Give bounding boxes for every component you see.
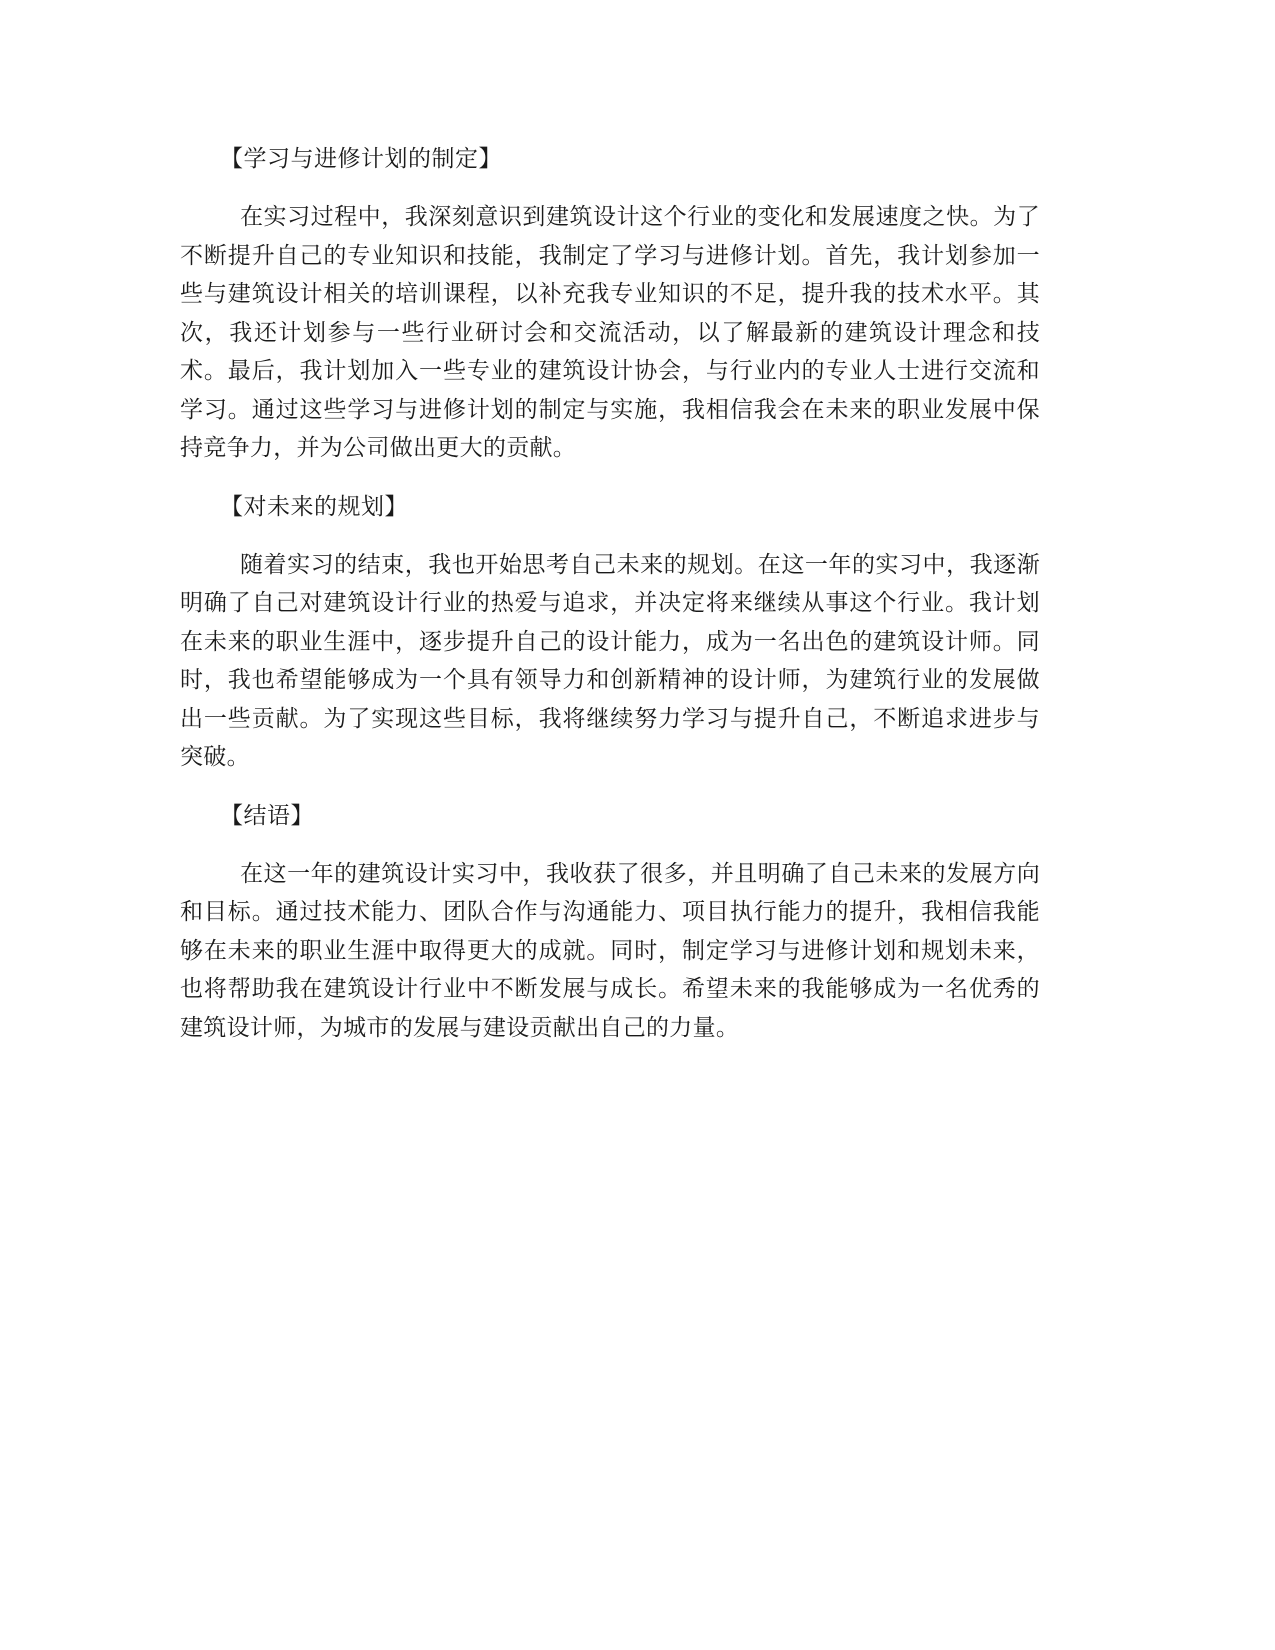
section-heading-conclusion: 【结语】 bbox=[220, 802, 314, 829]
section-heading-study-plan: 【学习与进修计划的制定】 bbox=[220, 146, 502, 172]
document-body bbox=[180, 140, 1040, 1067]
section-heading-future-plan: 【对未来的规划】 bbox=[220, 493, 408, 520]
section-paragraph-conclusion: 在这一年的建筑设计实习中，我收获了很多，并且明确了自己未来的发展方向和目标。通过技术能力、团队合作与沟通能力、项目执行能力的提升，我相信我能够在未来的职业生涯中取得更大的成就。同时，制定学习与进修计划和规划未来，也将帮助我在建筑设计行业中不断发展与成长。希望未来的我能够成为一名优秀的建筑设计师，为城市的发展与建设贡献出自己的力量。 bbox=[180, 860, 1040, 1041]
section-paragraph-future-plan: 随着实习的结束，我也开始思考自己未来的规划。在这一年的实习中，我逐渐明确了自己对建筑设计行业的热爱与追求，并决定将来继续从事这个行业。我计划在未来的职业生涯中，逐步提升自己的设计能力，成为一名出色的建筑设计师。同时，我也希望能够成为一个具有领导力和创新精神的设计师，为建筑行业的发展做出一些贡献。为了实现这些目标，我将继续努力学习与提升自己，不断追求进步与突破。 bbox=[180, 551, 1040, 770]
section-paragraph-study-plan: 在实习过程中，我深刻意识到建筑设计这个行业的变化和发展速度之快。为了不断提升自己的专业知识和技能，我制定了学习与进修计划。首先，我计划参加一些与建筑设计相关的培训课程，以补充我专业知识的不足，提升我的技术水平。其次，我还计划参与一些行业研讨会和交流活动，以了解最新的建筑设计理念和技术。最后，我计划加入一些专业的建筑设计协会，与行业内的专业人士进行交流和学习。通过这些学习与进修计划的制定与实施，我相信我会在未来的职业发展中保持竞争力，并为公司做出更大的贡献。 bbox=[180, 204, 1040, 461]
